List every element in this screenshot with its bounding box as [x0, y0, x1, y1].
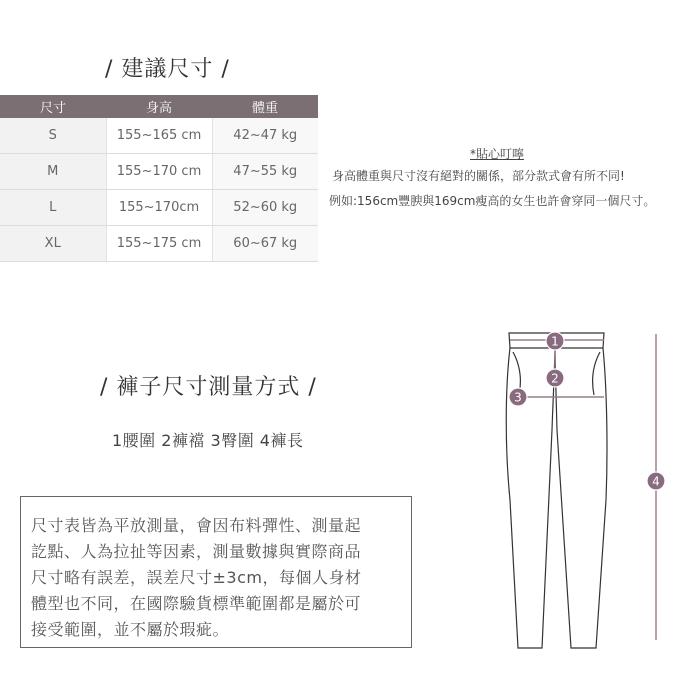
- cell-weight: 42~47 kg: [212, 118, 318, 154]
- cell-size: S: [0, 118, 106, 154]
- cell-size: L: [0, 190, 106, 226]
- tip-text-line: 身高體重與尺寸沒有絕對的關係，部分款式會有所不同!: [332, 169, 625, 183]
- svg-text:1: 1: [551, 334, 559, 349]
- svg-text:2: 2: [551, 371, 559, 386]
- cell-height: 155~175 cm: [106, 226, 212, 262]
- svg-text:4: 4: [652, 474, 660, 489]
- header-weight: 體重: [212, 95, 318, 118]
- size-section-title: / 建議尺寸 /: [105, 57, 230, 82]
- cell-size: XL: [0, 226, 106, 262]
- cell-weight: 60~67 kg: [212, 226, 318, 262]
- cell-size: M: [0, 154, 106, 190]
- note-line: 訖點、人為拉扯等因素，測量數據與實際商品: [31, 542, 362, 561]
- note-line: 接受範圍，並不屬於瑕疵。: [31, 620, 230, 639]
- header-height: 身高: [106, 95, 212, 118]
- note-line: 尺寸略有誤差，誤差尺寸±3cm，每個人身材: [31, 568, 362, 587]
- cell-weight: 52~60 kg: [212, 190, 318, 226]
- badge-length: [647, 472, 665, 490]
- note-line: 體型也不同，在國際驗貨標準範圍都是屬於可: [31, 594, 362, 613]
- header-size: 尺寸: [0, 95, 106, 118]
- badge-hip: [509, 388, 527, 406]
- cell-height: 155~170 cm: [106, 154, 212, 190]
- svg-text:3: 3: [514, 390, 522, 405]
- cell-height: 155~165 cm: [106, 118, 212, 154]
- measure-lines: [510, 334, 656, 640]
- badge-waist: [546, 332, 564, 350]
- tip-text-line: 例如:156cm豐腴與169cm瘦高的女生也許會穿同一個尺寸。: [329, 194, 656, 208]
- tip-title: *貼心叮嚀: [470, 147, 525, 161]
- badge-rise: [546, 369, 564, 387]
- measure-section-title: / 褲子尺寸測量方式 /: [100, 375, 317, 400]
- cell-height: 155~170cm: [106, 190, 212, 226]
- cell-weight: 47~55 kg: [212, 154, 318, 190]
- measure-legend: 1腰圍 2褲襠 3臀圍 4褲長: [112, 431, 304, 450]
- note-line: 尺寸表皆為平放測量，會因布料彈性、測量起: [31, 516, 362, 535]
